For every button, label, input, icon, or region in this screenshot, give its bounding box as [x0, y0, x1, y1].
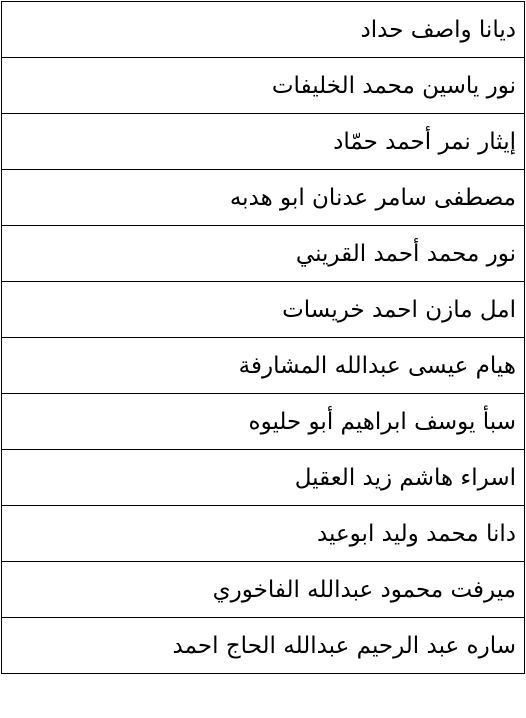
table-row — [2, 618, 525, 674]
table-row — [2, 394, 525, 450]
table-row — [2, 170, 525, 226]
table-row — [2, 506, 525, 562]
table-row — [2, 58, 525, 114]
name-cell: مصطفى سامر عدنان ابو هدبه — [2, 170, 525, 226]
table-row — [2, 338, 525, 394]
name-cell: سبأ يوسف ابراهيم أبو حليوه — [2, 394, 525, 450]
name-cell: نور محمد أحمد القريني — [2, 226, 525, 282]
table-row — [2, 282, 525, 338]
table-row — [2, 226, 525, 282]
table-row — [2, 114, 525, 170]
table-row — [2, 450, 525, 506]
name-cell: إيثار نمر أحمد حمّاد — [2, 114, 525, 170]
name-cell: ميرفت محمود عبدالله الفاخوري — [2, 562, 525, 618]
table-row — [2, 2, 525, 58]
names-table — [1, 1, 525, 674]
name-cell: دانا محمد وليد ابوعيد — [2, 506, 525, 562]
name-cell: اسراء هاشم زيد العقيل — [2, 450, 525, 506]
name-cell: نور ياسين محمد الخليفات — [2, 58, 525, 114]
name-cell: ديانا واصف حداد — [2, 2, 525, 58]
name-cell: امل مازن احمد خريسات — [2, 282, 525, 338]
table-row — [2, 562, 525, 618]
name-cell: ساره عبد الرحيم عبدالله الحاج احمد — [2, 618, 525, 674]
name-cell: هيام عيسى عبدالله المشارفة — [2, 338, 525, 394]
